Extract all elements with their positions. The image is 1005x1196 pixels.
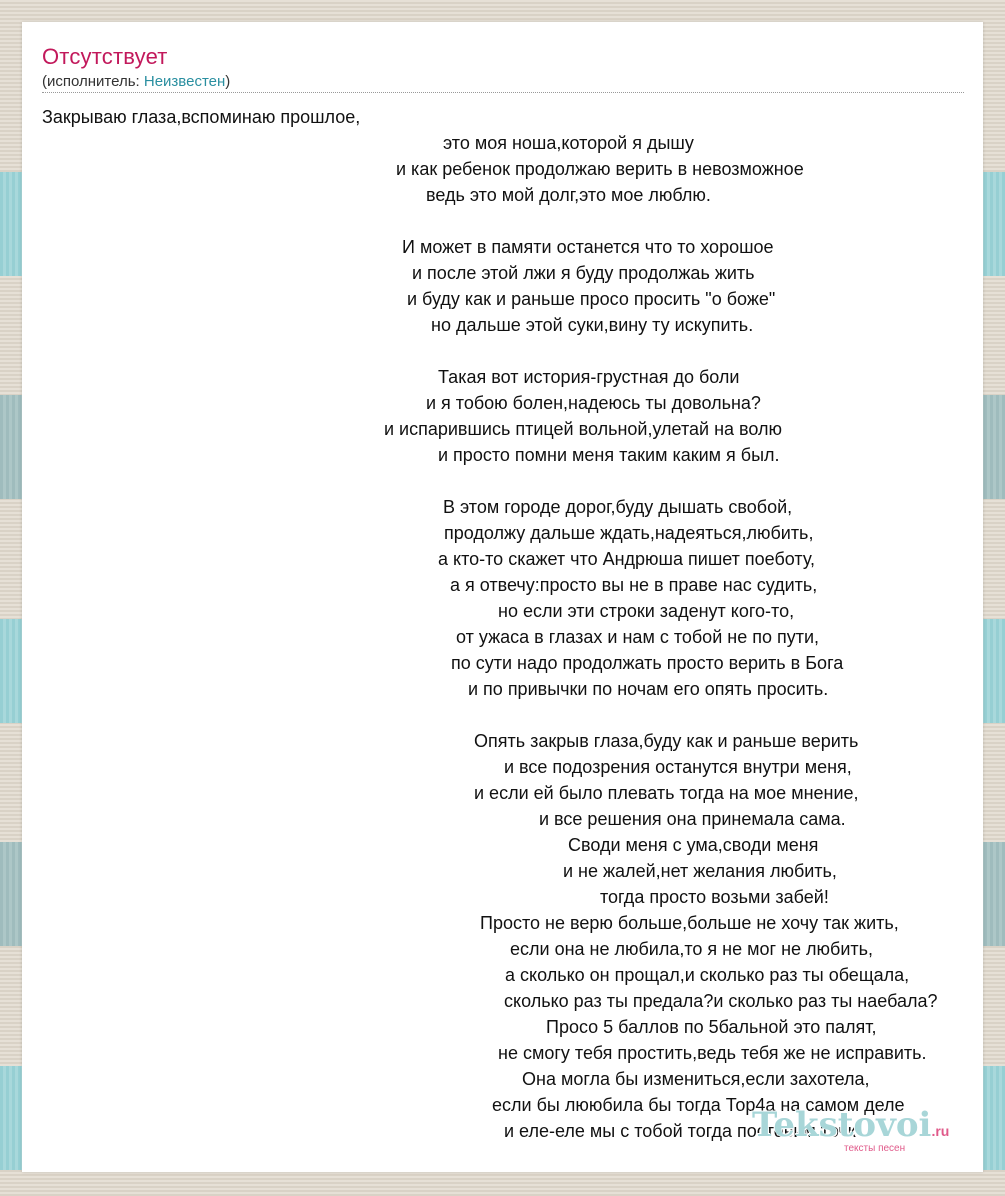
artist-prefix: (исполнитель: <box>42 73 144 90</box>
artist-line <box>42 73 230 90</box>
artist-link[interactable]: Неизвестен <box>143 73 226 90</box>
lyric-line: а сколько он прощал,и сколько раз ты обещала, <box>505 965 910 985</box>
lyric-line: но если эти строки заденут кого-то, <box>498 601 795 621</box>
logo-tld: .ru <box>931 1123 950 1139</box>
lyric-line: и как ребенок продолжаю верить в невозможное <box>396 159 804 179</box>
lyric-line: Закрываю глаза,вспоминаю прошлое, <box>42 107 361 127</box>
lyric-line: Такая вот история-грустная до боли <box>438 367 740 387</box>
logo-wordmark: Tekstovoi.ru <box>752 1105 950 1145</box>
lyric-line: и еле-еле мы с тобой тогда постовим точк <box>504 1121 856 1141</box>
lyric-line: но дальше этой суки,вину ту искупить. <box>431 315 754 335</box>
lyric-line: и буду как и раньше просо просить "о боже" <box>407 289 776 309</box>
lyric-line: по сути надо продолжать просто верить в Бога <box>451 653 844 673</box>
lyric-line: и по привычки по ночам его опять просить. <box>468 679 829 699</box>
logo-tagline: тексты песен <box>844 1143 906 1154</box>
song-title: Отсутствует <box>42 44 168 69</box>
lyric-line: а я отвечу:просто вы не в праве нас судить, <box>450 575 818 595</box>
lyric-line: продолжу дальше ждать,надеяться,любить, <box>444 523 814 543</box>
lyric-line: а кто-то скажет что Андрюша пишет поеботу, <box>438 549 816 569</box>
lyric-line: тогда просто возьми забей! <box>600 887 829 907</box>
lyric-line: и я тобою болен,надеюсь ты довольна? <box>426 393 761 413</box>
lyric-line: если бы лююбила бы тогда Тор4а на самом деле <box>492 1095 905 1115</box>
lyric-line: Просо 5 баллов по 5бальной это палят, <box>546 1017 877 1037</box>
lyric-line: от ужаса в глазах и нам с тобой не по пути, <box>456 627 820 647</box>
lyric-line: и все подозрения останутся внутри меня, <box>504 757 852 777</box>
lyric-line: и не жалей,нет желания любить, <box>563 861 837 881</box>
lyric-line: Опять закрыв глаза,буду как и раньше верить <box>474 731 859 751</box>
lyric-line: и просто помни меня таким каким я был. <box>438 445 780 465</box>
lyric-line: ведь это мой долг,это мое люблю. <box>426 185 711 205</box>
lyric-line: это моя ноша,которой я дышу <box>443 133 694 153</box>
site-logo[interactable] <box>752 1105 962 1154</box>
lyric-line: сколько раз ты предала?и сколько раз ты наебала? <box>504 991 938 1011</box>
lyrics-page <box>22 22 983 1172</box>
lyric-line: и испарившись птицей вольной,улетай на волю <box>384 419 783 439</box>
lyric-line: если она не любила,то я не мог не любить, <box>510 939 874 959</box>
lyric-line: Она могла бы измениться,если захотела, <box>522 1069 870 1089</box>
lyric-line: и после этой лжи я буду продолжаь жить <box>412 263 755 283</box>
lyric-line: и все решения она принемала сама. <box>539 809 846 829</box>
lyric-line: и если ей было плевать тогда на мое мнение, <box>474 783 859 803</box>
lyric-line: Своди меня с ума,своди меня <box>568 835 819 855</box>
lyric-line: не смогу тебя простить,ведь тебя же не исправить. <box>498 1043 927 1063</box>
lyric-line: И может в памяти останется что то хорошое <box>402 237 774 257</box>
divider <box>42 92 964 93</box>
lyric-line: Просто не верю больше,больше не хочу так жить, <box>480 913 899 933</box>
lyric-line: В этом городе дорог,буду дышать свобой, <box>443 497 793 517</box>
artist-suffix: ) <box>225 73 231 90</box>
